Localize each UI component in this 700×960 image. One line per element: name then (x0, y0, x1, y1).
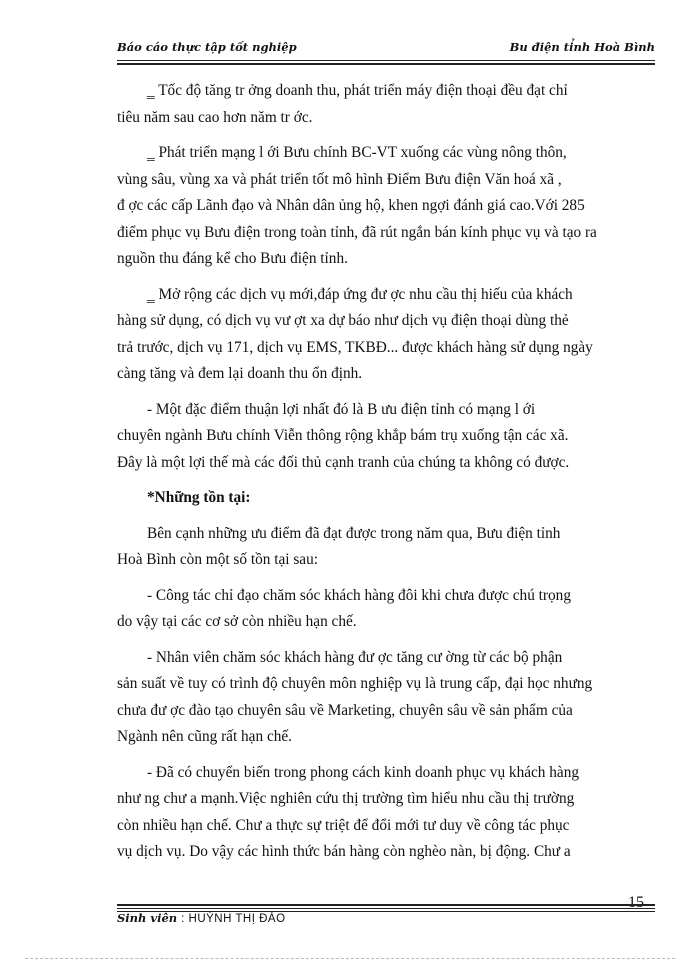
paragraph-line: chuyên ngành Bưu chính Viễn thông rộng khắp bám trụ xuống tận các xã. (117, 427, 569, 444)
page-break-line (25, 958, 675, 959)
paragraph-line: như ng chư a mạnh.Việc nghiên cứu thị trường tìm hiểu nhu cầu thị trường (117, 790, 575, 807)
paragraph-line: vùng sâu, vùng xa và phát triển tốt mô hình Điểm Bưu điện Văn hoá xã , (117, 170, 562, 188)
paragraph (117, 583, 637, 636)
paragraph-line: càng tăng và đem lại doanh thu ổn định. (117, 365, 363, 382)
page-body (117, 78, 637, 875)
paragraph-line: điểm phục vụ Bưu điện trong toàn tỉnh, đã rút ngắn bán kính phục vụ và tạo ra (117, 223, 597, 241)
paragraph (117, 645, 637, 751)
paragraph (117, 140, 637, 273)
paragraph (117, 760, 637, 866)
paragraph-line: còn nhiều hạn chế. Chư a thực sự triệt để đổi mới tư duy về công tác phục (117, 816, 570, 834)
paragraph-line: chưa đư ợc đào tạo chuyên sâu về Marketing, chuyên sâu về sản phẩm của (117, 701, 573, 719)
paragraph-line: nguồn thu đáng kể cho Bưu điện tỉnh. (117, 250, 348, 267)
paragraph (117, 397, 637, 477)
header-right: Bu điện tỉnh Hoà Bình (509, 40, 655, 54)
paragraph-line: trả trước, dịch vụ 171, dịch vụ EMS, TKBĐ... được khách hàng sử dụng ngày (117, 338, 593, 356)
paragraph-line: tiêu năm sau cao hơn năm tr ớc. (117, 108, 313, 126)
paragraph-line: do vậy tại các cơ sở còn nhiều hạn chế. (117, 613, 357, 630)
header-rule-thick (117, 63, 655, 65)
footer-rule-thick (117, 904, 655, 906)
paragraph-line: - Đã có chuyển biến trong phong cách kinh doanh phục vụ khách hàng (147, 763, 580, 781)
paragraph-line: ‗ Phát triển mạng l ới Bưu chính BC-VT xuống các vùng nông thôn, (147, 144, 567, 161)
paragraph-line: hàng sử dụng, có dịch vụ vư ợt xa dự báo như dịch vụ điện thoại dùng thẻ (117, 312, 569, 329)
paragraph-line: - Công tác chỉ đạo chăm sóc khách hàng đôi khi chưa được chú trọng (147, 586, 571, 604)
footer-label: Sinh viên (117, 911, 178, 925)
footer-student-name: : HUỲNH THỊ ĐÀO (181, 913, 286, 925)
page-number: 15 (628, 894, 644, 911)
paragraph (117, 521, 637, 574)
header-rule (117, 60, 655, 61)
paragraph (117, 282, 637, 388)
paragraph-line: Đây là một lợi thế mà các đối thủ cạnh tranh của chúng ta không có được. (117, 453, 570, 471)
paragraph (117, 78, 637, 131)
paragraph-line: vụ dịch vụ. Do vậy các hình thức bán hàng còn nghèo nàn, bị động. Chư a (117, 843, 571, 860)
paragraph-line: - Một đặc điểm thuận lợi nhất đó là B ưu điện tỉnh có mạng l ới (147, 400, 536, 418)
header-left: Báo cáo thực tập tốt nghiệp (117, 40, 297, 54)
page-header (117, 36, 655, 58)
paragraph-line: Hoà Bình còn một số tồn tại sau: (117, 551, 318, 568)
paragraph-line: Bên cạnh những ưu điểm đã đạt được trong năm qua, Bưu điện tỉnh (147, 524, 561, 542)
paragraph-line: - Nhân viên chăm sóc khách hàng đư ợc tăng cư ờng từ các bộ phận (147, 648, 563, 666)
section-heading: *Những tồn tại: (147, 489, 251, 506)
page-footer (117, 911, 286, 925)
paragraph-line: ‗ Mở rộng các dịch vụ mới,đáp ứng đư ợc nhu cầu thị hiếu của khách (147, 285, 573, 303)
paragraph-line: sản suất về tuy có trình độ chuyên môn nghiệp vụ là trung cấp, đại học nhưng (117, 675, 593, 692)
footer-rule (117, 908, 655, 909)
paragraph-line: đ ợc các cấp Lãnh đạo và Nhân dân ủng hộ, khen ngợi đánh giá cao.Với 285 (117, 197, 585, 214)
paragraph-line: Ngành nên cũng rất hạn chế. (117, 728, 292, 745)
paragraph-line: ‗ Tốc độ tăng tr ởng doanh thu, phát triển máy điện thoại đều đạt chỉ (147, 82, 568, 99)
